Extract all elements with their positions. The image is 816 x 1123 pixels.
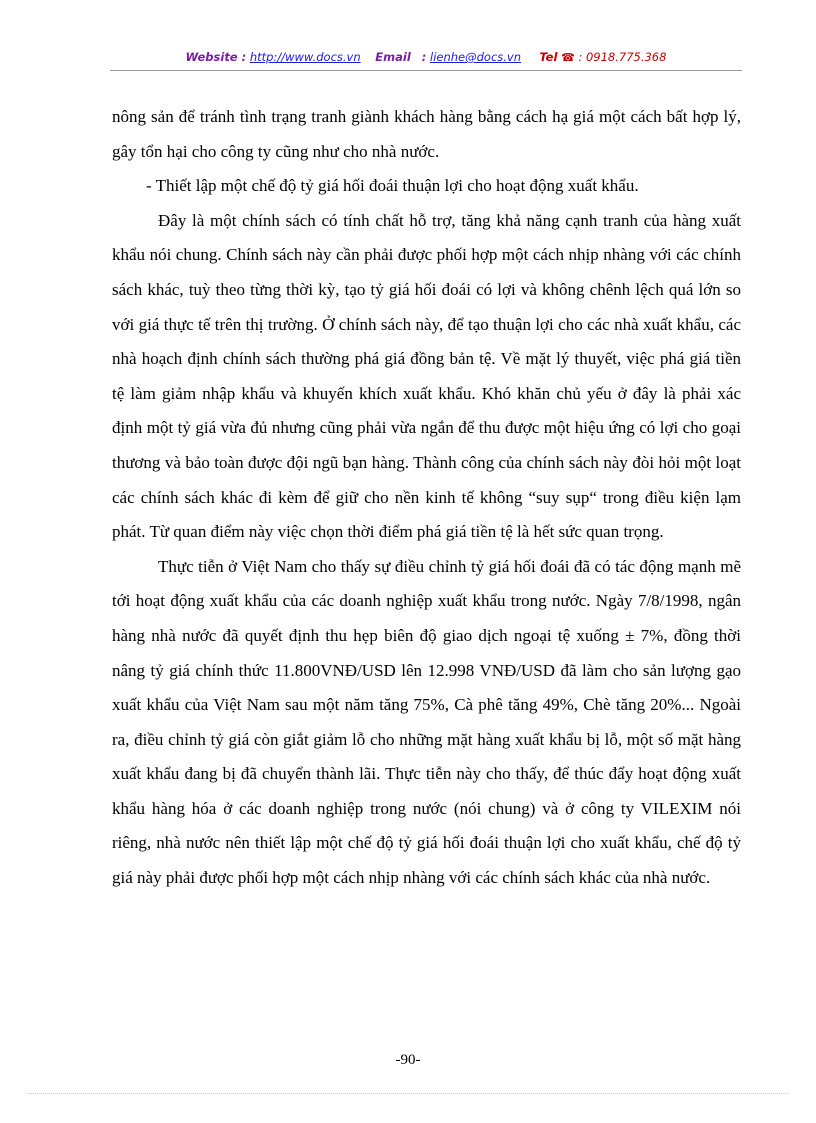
email-separator: :	[421, 50, 427, 64]
paragraph-2: - Thiết lập một chế độ tỷ giá hối đoái thuận lợi cho hoạt động xuất khẩu.	[146, 176, 639, 196]
website-link[interactable]: http://www.docs.vn	[249, 50, 361, 64]
paragraph-4: Thực tiễn ở Việt Nam cho thấy sự điều chỉnh tỷ giá hối đoái đã có tác động mạnh mẽ tới hoạt động xuất khẩu của các doanh nghiệp xuất khẩu trong nước. Ngày 7/8/1998, ngân hàng nhà nước đã quyết định thu hẹp biên độ giao dịch ngoại tệ xuống ± 7%, đồng thời nâng tỷ giá chính thức 11.800VNĐ/USD lên 12.998 VNĐ/USD đã làm cho sản lượng gạo xuất khẩu của Việt Nam sau một năm tăng 75%, Cà phê tăng 49%, Chè tăng 20%... Ngoài ra, điều chỉnh tỷ giá còn giắt giảm lỗ cho những mặt hàng xuất khẩu bị lỗ, một số mặt hàng xuất khẩu đang bị đã chuyển thành lãi. Thực tiễn này cho thấy, để thúc đẩy hoạt động xuất khẩu hàng hóa ở các doanh nghiệp trong nước (nói chung) và ở công ty VILEXIM nói riêng, nhà nước nên thiết lập một chế độ tỷ giá hối đoái thuận lợi cho xuất khẩu, chế độ tỷ giá này phải được phối hợp một cách nhịp nhàng với các chính sách khác của nhà nước.	[112, 556, 741, 888]
tel-number: : 0918.775.368	[578, 50, 667, 64]
phone-icon: ☎	[561, 51, 575, 64]
tel-label: Tel	[539, 50, 558, 64]
page-header	[110, 50, 742, 70]
paragraph-3: Đây là một chính sách có tính chất hỗ trợ, tăng khả năng cạnh tranh của hàng xuất khẩu nói chung. Chính sách này cần phải được phối hợp một cách nhịp nhàng với các chính sách khác, tuỳ theo từng thời kỳ, tạo tỷ giá hối đoái có lợi và không chênh lệch quá lớn so với giá thực tế trên thị trường. Ở chính sách này, để tạo thuận lợi cho các nhà xuất khẩu, các nhà hoạch định chính sách thường phá giá đồng bản tệ. Về mặt lý thuyết, việc phá giá tiền tệ làm giảm nhập khẩu và khuyến khích xuất khẩu. Khó khăn chủ yếu ở đây là phải xác định một tỷ giá vừa đủ nhưng cũng phải vừa ngắn để thu được một hiệu ứng có lợi cho goại thương và bảo toàn được đội ngũ bạn hàng. Thành công của chính sách này đòi hỏi một loạt các chính sách khác đi kèm để giữ cho nền kinh tế không “suy sụp“ trong điều kiện lạm phát. Từ quan điểm này việc chọn thời điểm phá giá tiền tệ là hết sức quan trọng.	[112, 210, 741, 542]
header-divider	[110, 70, 742, 71]
document-body	[112, 100, 741, 896]
page-bottom-divider	[28, 1093, 788, 1094]
website-label: Website :	[185, 50, 247, 64]
email-label: Email	[375, 50, 411, 64]
page-number: -90-	[395, 1052, 421, 1068]
email-link[interactable]: lienhe@docs.vn	[430, 50, 522, 64]
paragraph-1: nông sản để tránh tình trạng tranh giành khách hàng bằng cách hạ giá một cách bất hợp lý, gây tổn hại cho công ty cũng như cho nhà nước.	[112, 107, 741, 161]
